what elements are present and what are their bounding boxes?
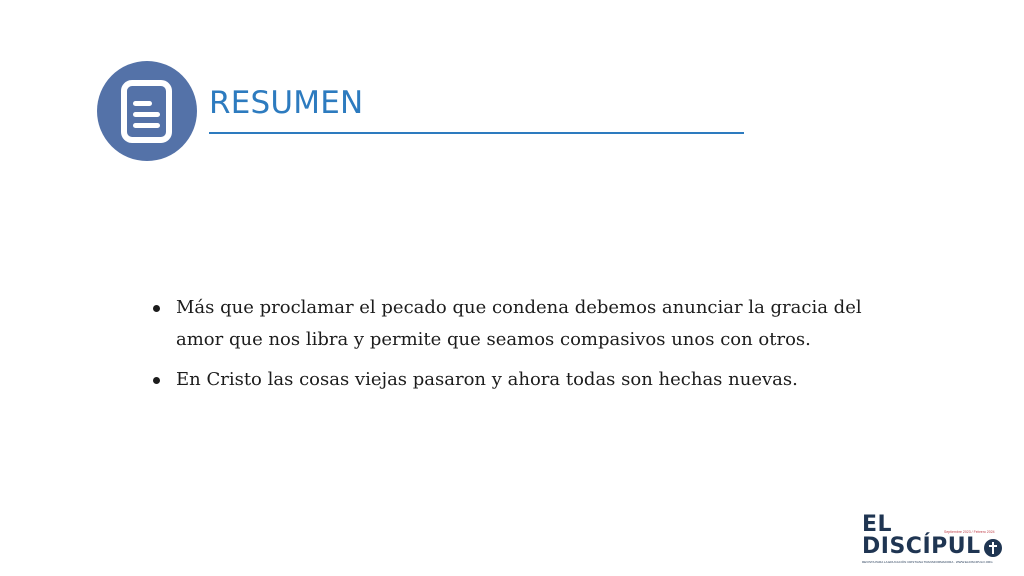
cross-icon (983, 538, 1003, 558)
summary-list (150, 292, 910, 404)
logo-date: Septiembre 2023 / Febrero 2024 (944, 530, 995, 534)
logo-tagline: REVISTA PARA LA EDUCACIÓN CRISTIANA TRANSFORMADORA · WWW.ELDISCIPULO.ORG (862, 560, 993, 564)
list-item-text: En Cristo las cosas viejas pasaron y ahora todas son hechas nuevas. (176, 369, 798, 390)
list-item (150, 292, 876, 356)
document-icon (97, 61, 197, 161)
el-discipulo-logo (862, 514, 1006, 564)
title-divider (209, 132, 744, 134)
logo-line-2: DISCÍPUL (862, 534, 981, 559)
list-item-text: Más que proclamar el pecado que condena debemos anunciar la gracia del amor que nos libra y permite que seamos compasivos unos con otros. (176, 297, 862, 350)
bullet-icon (153, 377, 160, 384)
list-item (150, 364, 876, 396)
bullet-icon (153, 305, 160, 312)
logo-line-1: EL (862, 512, 893, 537)
page-title: RESUMEN (209, 85, 364, 121)
